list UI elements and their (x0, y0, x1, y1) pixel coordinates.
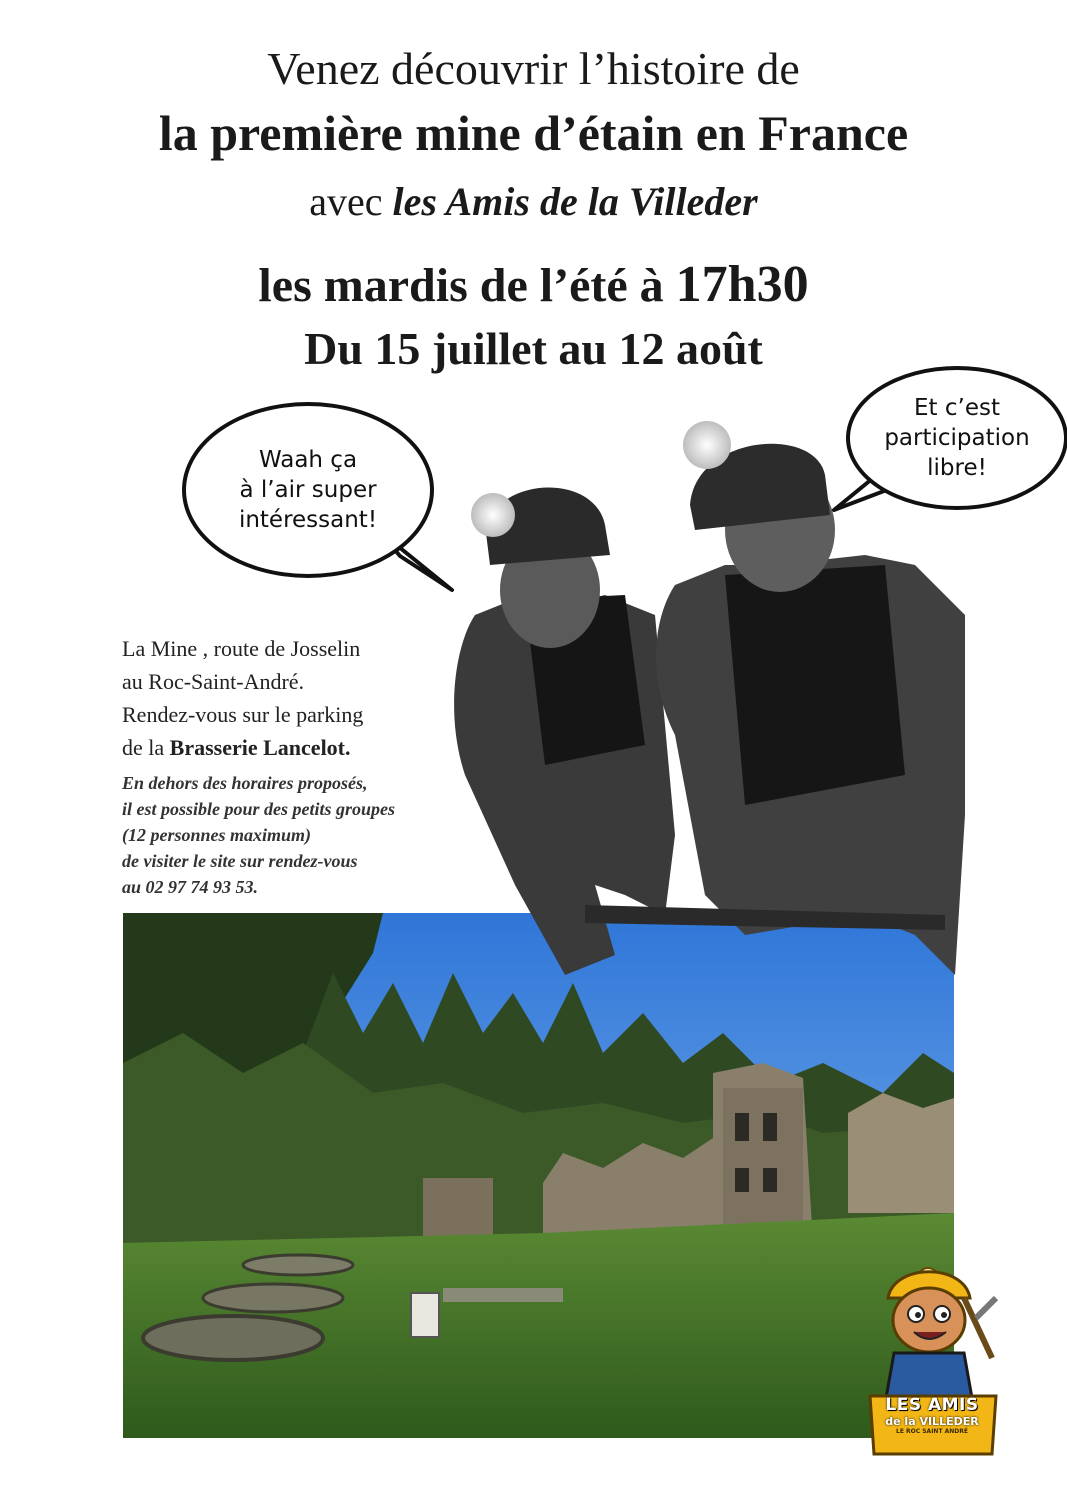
organizer-name: les Amis de la Villeder (392, 179, 758, 224)
mine-site-photo (123, 913, 954, 1438)
speech-left-line: Waah ça (258, 447, 358, 473)
headline-schedule (0, 255, 1067, 314)
headline-main: la première mine d’étain en France (158, 105, 909, 161)
association-logo (864, 1258, 1002, 1468)
group-info-line: de visiter le site sur rendez-vous (122, 851, 358, 871)
address-line: La Mine , route de Josselin (122, 636, 361, 661)
phone-number[interactable]: 02 97 74 93 53. (145, 877, 259, 897)
schedule-prefix: les mardis de l’été à (258, 259, 676, 312)
speech-right-line: Et c’est (914, 395, 1000, 421)
schedule-time: 17h30 (675, 256, 809, 313)
group-info-line: (12 personnes maximum) (122, 825, 312, 845)
speech-left-line: intéressant! (238, 507, 378, 533)
logo-subtitle: de la VILLEDER (885, 1415, 979, 1428)
mine-ruins-illustration (123, 913, 954, 1438)
logo-title: LES AMIS (885, 1395, 979, 1415)
headline-dates: Du 15 juillet au 12 août (304, 323, 763, 374)
organizer-prefix: avec (309, 179, 393, 224)
logo-text (872, 1396, 992, 1436)
group-info-line: il est possible pour des petits groupes (122, 799, 396, 819)
speech-bubble-right (846, 366, 1067, 510)
phone-line (122, 874, 502, 900)
speech-right-line: participation (884, 425, 1030, 451)
group-visit-info (122, 770, 502, 900)
meeting-point-line (122, 731, 482, 764)
helmet-lamp-icon (471, 493, 515, 537)
brasserie-name: Brasserie Lancelot. (169, 735, 351, 760)
meeting-point-line: Rendez-vous sur le parking (122, 702, 364, 727)
group-info-line: En dehors des horaires proposés, (122, 773, 368, 793)
location-info (122, 632, 482, 764)
headline-organizer (0, 178, 1067, 225)
speech-left-line: à l’air super (239, 477, 377, 503)
phone-prefix: au (122, 877, 146, 897)
meeting-point-prefix: de la (122, 735, 170, 760)
helmet-lamp-icon (683, 421, 731, 469)
logo-place: LE ROC SAINT ANDRÉ (896, 1428, 968, 1435)
speech-bubble-left (182, 402, 434, 578)
headline-intro: Venez découvrir l’histoire de (267, 43, 800, 94)
address-line: au Roc-Saint-André. (122, 669, 305, 694)
speech-right-line: libre! (927, 455, 987, 481)
